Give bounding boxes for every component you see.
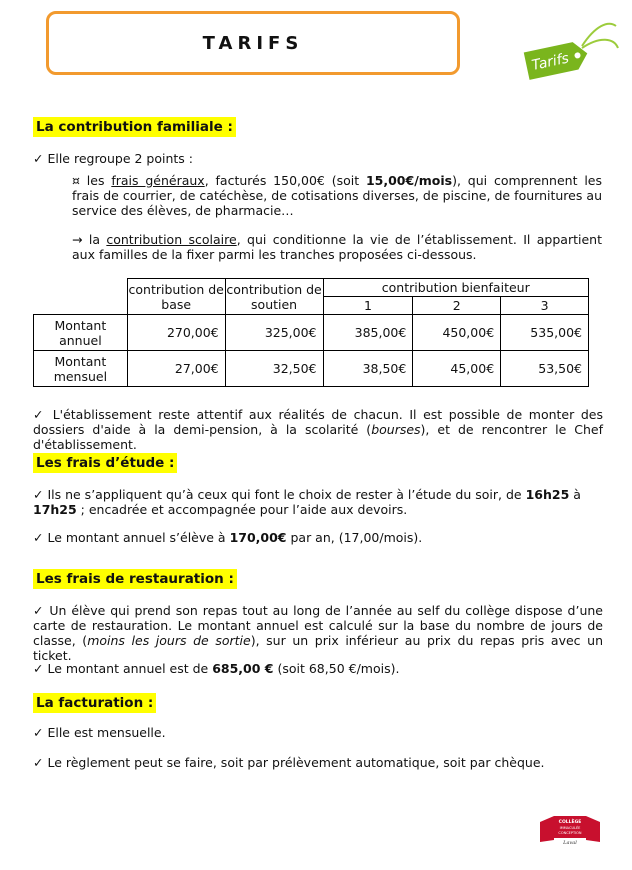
table-cell: 32,50€	[225, 351, 323, 387]
frais-bold: 15,00€/mois	[365, 173, 453, 188]
frais-mid: , facturés 150,00€ (soit	[204, 173, 366, 188]
section-heading-restauration: Les frais de restauration :	[33, 569, 237, 589]
header-sub-3: 3	[501, 297, 589, 315]
header-base: contribution de base	[127, 279, 225, 315]
header-sub-1: 1	[323, 297, 413, 315]
page-title: TARIFS	[202, 32, 304, 54]
etude-p1-start: ✓ Ils ne s’appliquent qu’à ceux qui font le choix de rester à l’étude du soir, de	[33, 487, 526, 502]
contrib-term: contribution scolaire	[106, 232, 237, 247]
tarif-table	[33, 278, 589, 387]
table-cell: 385,00€	[323, 315, 413, 351]
svg-text:Laval: Laval	[563, 840, 577, 846]
header-sub-2: 2	[413, 297, 501, 315]
table-cell: 38,50€	[323, 351, 413, 387]
tag-label: Tarifs	[530, 50, 571, 74]
restauration-paragraph-2	[33, 661, 399, 676]
etude-p2-end: par an, (17,00/mois).	[286, 530, 423, 545]
svg-text:IMMACULÉE: IMMACULÉE	[559, 826, 581, 830]
etude-to: à	[569, 487, 581, 502]
section-heading-familiale: La contribution familiale :	[33, 117, 236, 137]
table-cell: 325,00€	[225, 315, 323, 351]
note-italic: bourses	[371, 422, 421, 437]
restauration-amount: 685,00 €	[212, 661, 274, 676]
frais-bullet: ¤ les	[72, 173, 105, 188]
table-cell: 535,00€	[501, 315, 589, 351]
etude-paragraph-2	[33, 530, 422, 545]
etude-amount: 170,00€	[229, 530, 287, 545]
table-corner	[34, 279, 128, 315]
svg-text:CONCEPTION: CONCEPTION	[558, 831, 582, 835]
contribution-scolaire-paragraph	[72, 232, 602, 262]
facturation-paragraph-2: ✓ Le règlement peut se faire, soit par prélèvement automatique, soit par chèque.	[33, 755, 545, 770]
row-label: Montant annuel	[34, 315, 128, 351]
contrib-end: , qui conditionne la vie de l’établissement. Il appartient aux familles de la fixer parmi les tranches proposées ci-dessous.	[72, 232, 602, 262]
familiale-note	[33, 407, 603, 452]
college-logo-icon	[536, 812, 604, 846]
etude-time-end: 17h25	[33, 502, 77, 517]
title-box	[46, 11, 460, 75]
section-heading-facturation: La facturation :	[33, 693, 156, 713]
frais-term: frais généraux	[111, 173, 205, 188]
table-cell: 53,50€	[501, 351, 589, 387]
restauration-p2-start: ✓ Le montant annuel est de	[33, 661, 213, 676]
etude-p2-start: ✓ Le montant annuel s’élève à	[33, 530, 230, 545]
row-label: Montant mensuel	[34, 351, 128, 387]
table-cell: 45,00€	[413, 351, 501, 387]
etude-paragraph-1	[33, 487, 608, 517]
table-cell: 270,00€	[127, 315, 225, 351]
etude-p1-end: ; encadrée et accompagnée pour l’aide aux devoirs.	[76, 502, 408, 517]
frais-end: ), qui comprennent les frais de courrier, de catéchèse, de cotisations diverses, de piscine, de fournitures au service des élèves, de pharmacie…	[72, 173, 603, 218]
restauration-p2-end: (soit 68,50 €/mois).	[273, 661, 400, 676]
restauration-p1-start: ✓ Un élève qui prend son repas tout au long de l’année au self du collège dispose d’une carte de restauration. Le montant annuel est calculé sur la base du nombre de jours de classe, (	[33, 603, 603, 648]
note-start: ✓ L'établissement reste attentif aux réalités de chacun. Il est possible de monter des dossiers d'aide à la demi-pension, à la scolarité (	[33, 407, 603, 437]
familiale-intro: ✓ Elle regroupe 2 points :	[33, 151, 193, 166]
facturation-paragraph-1: ✓ Elle est mensuelle.	[33, 725, 166, 740]
section-heading-etude: Les frais d’étude :	[33, 453, 177, 473]
header-bienfaiteur: contribution bienfaiteur	[323, 279, 588, 297]
table-cell: 27,00€	[127, 351, 225, 387]
restauration-italic: moins les jours de sortie	[87, 633, 251, 648]
restauration-p1-end: ), sur un prix inférieur au prix du repas pris avec un ticket.	[33, 633, 603, 663]
table-cell: 450,00€	[413, 315, 501, 351]
note-end: ), et de rencontrer le Chef d'établissement.	[33, 422, 603, 452]
frais-generaux-paragraph	[72, 173, 602, 218]
svg-text:COLLÈGE: COLLÈGE	[558, 820, 582, 825]
etude-time-start: 16h25	[525, 487, 570, 502]
table-row-annuel	[34, 315, 589, 351]
tarifs-tag-icon	[520, 18, 620, 84]
restauration-paragraph-1	[33, 603, 603, 663]
header-soutien: contribution de soutien	[225, 279, 323, 315]
table-row-mensuel	[34, 351, 589, 387]
contrib-arrow: → la	[72, 232, 100, 247]
